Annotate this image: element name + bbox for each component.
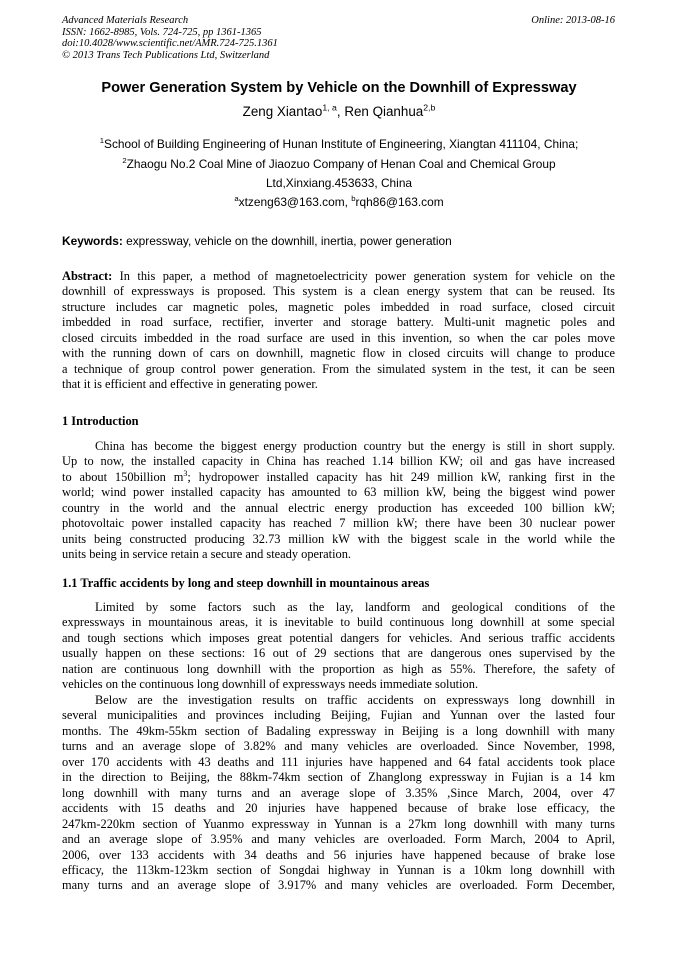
email-marker: a (234, 194, 239, 204)
text-line: accidents with 15 deaths and 20 injuries have happened because of brake lose efficacy, the (62, 801, 615, 816)
text-line: expressways in mountainous areas, it is inevitable to build continuous long downhill at some special (62, 615, 615, 630)
text-line: 247km-220km section of Yuanmo expressway in Yunnan is a 27km long downhill with many turns (62, 816, 615, 831)
text-line: in the direction to Beijing, the 88km-74km section of Zhanglong expressway in Fujian is a 14 km (62, 770, 615, 785)
line-text: In this paper, a method of magnetoelectricity power generation system for vehicle on the (112, 269, 615, 283)
author-name: Ren Qianhua (344, 104, 424, 119)
author-name: Zeng Xiantao (242, 104, 323, 119)
affiliation-line (0, 155, 678, 175)
superscript: 3 (183, 468, 188, 478)
text-line: imbedded in road surface, rectifier, inverter and storage battery. Multi-unit magnetic poles and (62, 315, 615, 330)
affiliation-line (0, 135, 678, 155)
text-line: world; wind power installed capacity has amounted to 63 million kW, being the biggest wind power (62, 485, 615, 500)
text-line: country in the world and the annual electric energy production has exceeded 100 billion kW; (62, 500, 615, 515)
text-line: many turns and an average slope of 3.917% and many vehicles are overloaded. Form December, (62, 878, 615, 893)
text-line: a technique of group control power generation. From the simulated system in the test, it can be seen (62, 361, 615, 376)
text-line: structure includes car magnetic poles, magnetic poles imbedded in road surface, closed circuit (62, 299, 615, 314)
keywords-label: Keywords: (62, 234, 123, 248)
text-line: that it is efficient and effective in generating power. (62, 377, 318, 392)
author-separator: , (336, 104, 345, 119)
abstract-paragraph (62, 269, 615, 393)
keywords (62, 234, 617, 248)
introduction-paragraph (62, 439, 615, 563)
affiliation-marker: 2 (122, 155, 127, 165)
traffic-paragraph-1 (62, 600, 615, 693)
text-line: turns and an average slope of 3.82% and many vehicles are overloaded. Since November, 1998, (62, 739, 615, 754)
text-line: several municipalities and provinces including Beijing, Fujian and Yunnan over the lasted four (62, 708, 615, 723)
doi-line: doi:10.4028/www.scientific.net/AMR.724-725.1361 (62, 38, 278, 50)
text-line: nation are continuous long downhill with the proportion as high as 55%. Therefore, the safety of (62, 661, 615, 676)
issn-line: ISSN: 1662-8985, Vols. 724-725, pp 1361-1365 (62, 26, 262, 38)
line-text: to about 150billion m (62, 469, 184, 484)
email-link[interactable]: xtzeng63@163.com, (238, 195, 352, 209)
affiliations (0, 135, 678, 194)
text-line: Limited by some factors such as the lay, landform and geological conditions of the (95, 600, 615, 614)
text-line: Below are the investigation results on traffic accidents on expressways long downhill in (95, 693, 615, 707)
traffic-paragraph-2 (62, 693, 615, 894)
text-line: long downhill with many turns and an average slope of 3.35% ,Since March, 2004, over 47 (62, 785, 615, 800)
subsection-heading: 1.1 Traffic accidents by long and steep downhill in mountainous areas (62, 576, 430, 590)
affiliation-text: School of Building Engineering of Hunan Institute of Engineering, Xiangtan 411104, China; (104, 137, 579, 151)
journal-header (62, 15, 278, 61)
text-line: months. The 49km-55km section of Badaling expressway in Beijing is a long downhill with many (62, 723, 615, 738)
text-line: with the running down of cars on downhill, magnetic flow in closed circuits will change to produce (62, 346, 615, 361)
keywords-text: expressway, vehicle on the downhill, inertia, power generation (122, 234, 452, 248)
author-list (0, 104, 678, 119)
online-date: Online: 2013-08-16 (531, 15, 615, 26)
text-line: China has become the biggest energy production country but the energy is still in short supply. (95, 439, 615, 453)
text-line: closed circuits imbedded in the road surface are used in this invention, so when the car poles move (62, 330, 615, 345)
email-link[interactable]: rqh86@163.com (355, 195, 444, 209)
text-line: over 170 accidents with 43 deaths and 111 injuries have happened and 64 fatal accidents took place (62, 754, 615, 769)
affiliation-text: Zhaogu No.2 Coal Mine of Jiaozuo Company of Henan Coal and Chemical Group (126, 156, 556, 171)
text-line: Up to now, the installed capacity in China has reached 1.14 billion KW; oil and gas have increased (62, 454, 615, 469)
affiliation-marker: 1 (99, 136, 105, 146)
section-heading: 1 Introduction (62, 414, 139, 428)
text-line: photovoltaic power installed capacity has reached 7 million kW; there have been 30 nuclear power (62, 516, 615, 531)
author-superscript: 1, a (322, 102, 337, 113)
paper-title: Power Generation System by Vehicle on the Downhill of Expressway (101, 80, 577, 96)
line-text: ; hydropower installed capacity has hit 249 million kW, ranking first in the (187, 469, 615, 484)
text-line: and an average slope of 3.95% and many vehicles are overloaded. Form March, 2004 to April, (62, 832, 615, 847)
text-line: vehicles on the continuous long downhill of expressways needs immediate solution. (62, 677, 479, 692)
text-line (62, 470, 615, 485)
author-emails (0, 195, 678, 209)
text-line: efficacy, the 113km-123km section of Songdai highway in Yunnan is a 10km long downhill with (62, 862, 615, 877)
copyright-line: © 2013 Trans Tech Publications Ltd, Switzerland (62, 49, 270, 61)
text-line: and tough sections which imposes great potential dangers for vehicles. And serious traffic accidents (62, 630, 615, 645)
text-line (62, 269, 615, 284)
text-line: units being in service retain a secure and steady operation. (62, 547, 352, 562)
text-line: usually happen on these sections: 16 out of 29 sections that are dangerous ones supervised by the (62, 646, 615, 661)
abstract-label: Abstract: (62, 269, 113, 283)
affiliation-line: Ltd,Xinxiang.453633, China (265, 176, 413, 191)
text-line: downhill of expressways is proposed. This system is a clean energy system that can be reused. Its (62, 284, 615, 299)
text-line: units being constructed producing 32.73 million kW with the biggest scale in the world while the (62, 531, 615, 546)
journal-name: Advanced Materials Research (62, 15, 189, 26)
author-superscript: 2,b (423, 102, 436, 113)
email-marker: b (351, 194, 356, 204)
text-line: 2006, over 133 accidents with 34 deaths and 56 injuries have happened because of brake lose (62, 847, 615, 862)
